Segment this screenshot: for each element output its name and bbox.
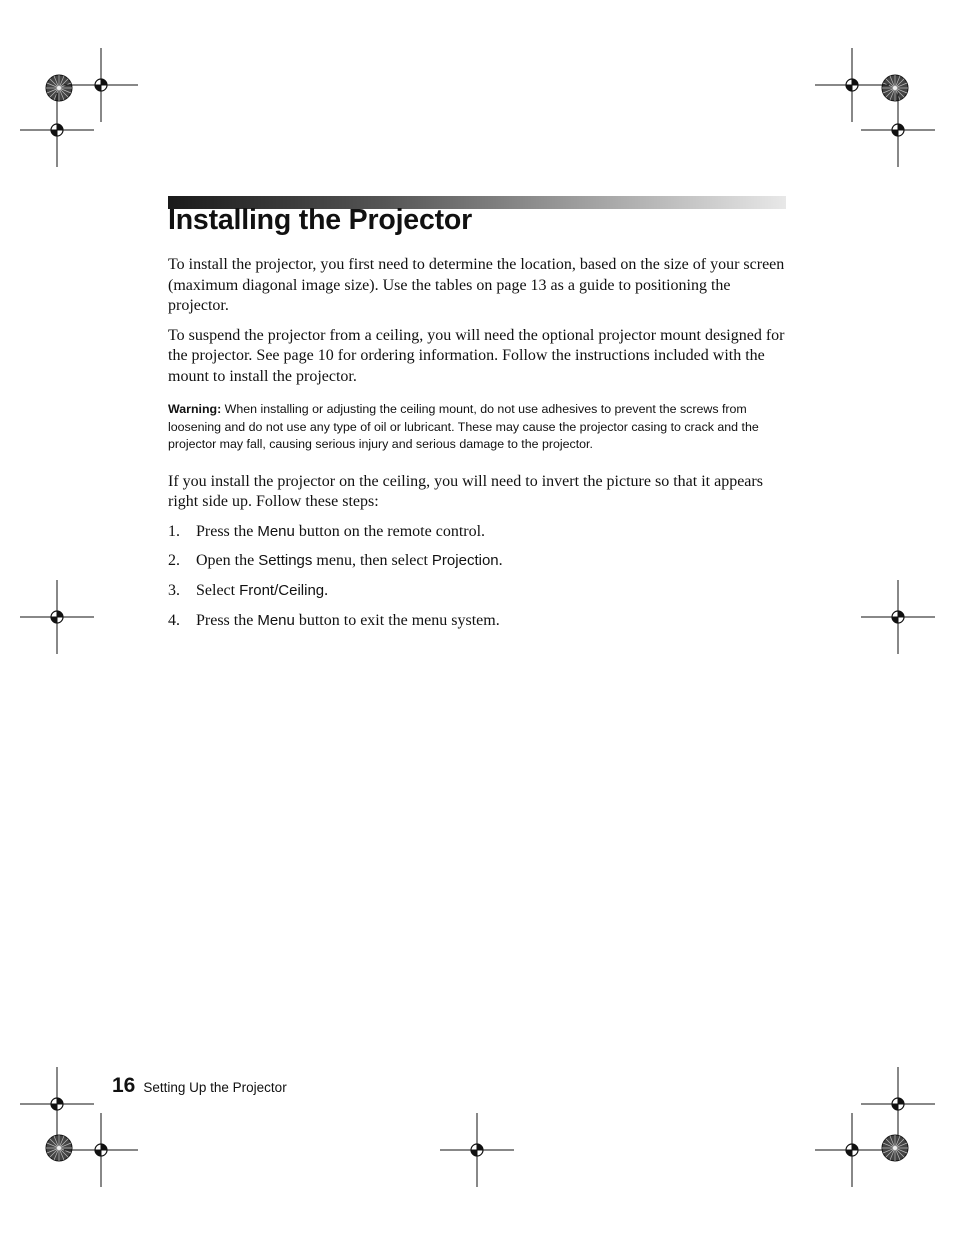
- list-item: [168, 551, 786, 572]
- ui-term: Projection: [431, 552, 499, 570]
- warning-text: When installing or adjusting the ceiling mount, do not use adhesives to prevent the screws from loosening and do not use any type of oil or lubricant. These may cause the projector casing to crack and the projector may fall, causing serious injury and serious damage to the projector.: [168, 402, 759, 451]
- step-text-part: Press the: [196, 522, 258, 540]
- paragraph-steps-intro: If you install the projector on the ceiling, you will need to invert the picture so that it appears right side up. Follow these steps:: [168, 472, 763, 510]
- footer-section-title: Setting Up the Projector: [143, 1080, 287, 1095]
- list-item: [168, 611, 786, 632]
- ui-term: Menu: [257, 522, 295, 540]
- warning-label: Warning:: [168, 402, 222, 416]
- ui-term: Menu: [257, 611, 295, 629]
- step-text: [196, 581, 328, 602]
- page-number: 16: [112, 1074, 136, 1097]
- crosshair-icon: [861, 580, 935, 654]
- list-item: [168, 522, 786, 543]
- paragraph-install: To install the projector, you first need to determine the location, based on the size of your screen (maximum diagonal image size). Use the tables on page 13 as a guide to positioning the projector.: [168, 256, 785, 314]
- page-footer: [112, 1074, 287, 1098]
- crosshair-icon: [815, 48, 889, 122]
- crosshair-icon: [64, 48, 138, 122]
- steps-list: [168, 522, 786, 632]
- crosshair-icon: [64, 1113, 138, 1187]
- paragraph-ceiling: To suspend the projector from a ceiling, you will need the optional projector mount designed for the projector. See page 10 for ordering information. Follow the instructions included with the mount to install the projector.: [168, 326, 785, 385]
- crosshair-icon: [440, 1113, 514, 1187]
- star-target-icon: [882, 75, 908, 101]
- step-text-part: .: [498, 552, 503, 570]
- crosshair-icon: [20, 93, 94, 167]
- step-text-part: Press the: [196, 611, 258, 629]
- step-number: 3.: [168, 581, 180, 599]
- step-text-part: button to exit the menu system.: [294, 611, 500, 629]
- step-text: [196, 522, 485, 543]
- star-target-icon: [46, 75, 72, 101]
- step-number: 2.: [168, 552, 180, 570]
- step-text-part: menu, then select: [312, 552, 432, 570]
- step-number: 4.: [168, 611, 180, 629]
- page-body: [168, 255, 786, 640]
- step-number: 1.: [168, 522, 180, 540]
- step-text-part: .: [324, 581, 329, 599]
- ui-term: Front/Ceiling: [239, 581, 325, 599]
- crosshair-icon: [20, 580, 94, 654]
- crosshair-icon: [20, 1067, 94, 1141]
- list-item: [168, 581, 786, 602]
- crosshair-icon: [861, 1067, 935, 1141]
- crosshair-icon: [815, 1113, 889, 1187]
- step-text-part: button on the remote control.: [294, 522, 486, 540]
- step-text-part: Select: [196, 581, 240, 599]
- page-title: Installing the Projector: [168, 204, 472, 236]
- star-target-icon: [882, 1135, 908, 1161]
- step-text: [196, 611, 500, 632]
- ui-term: Settings: [258, 552, 313, 570]
- star-target-icon: [46, 1135, 72, 1161]
- warning-note: [168, 401, 786, 454]
- step-text-part: Open the: [196, 552, 259, 570]
- step-text: [196, 551, 503, 572]
- crosshair-icon: [861, 93, 935, 167]
